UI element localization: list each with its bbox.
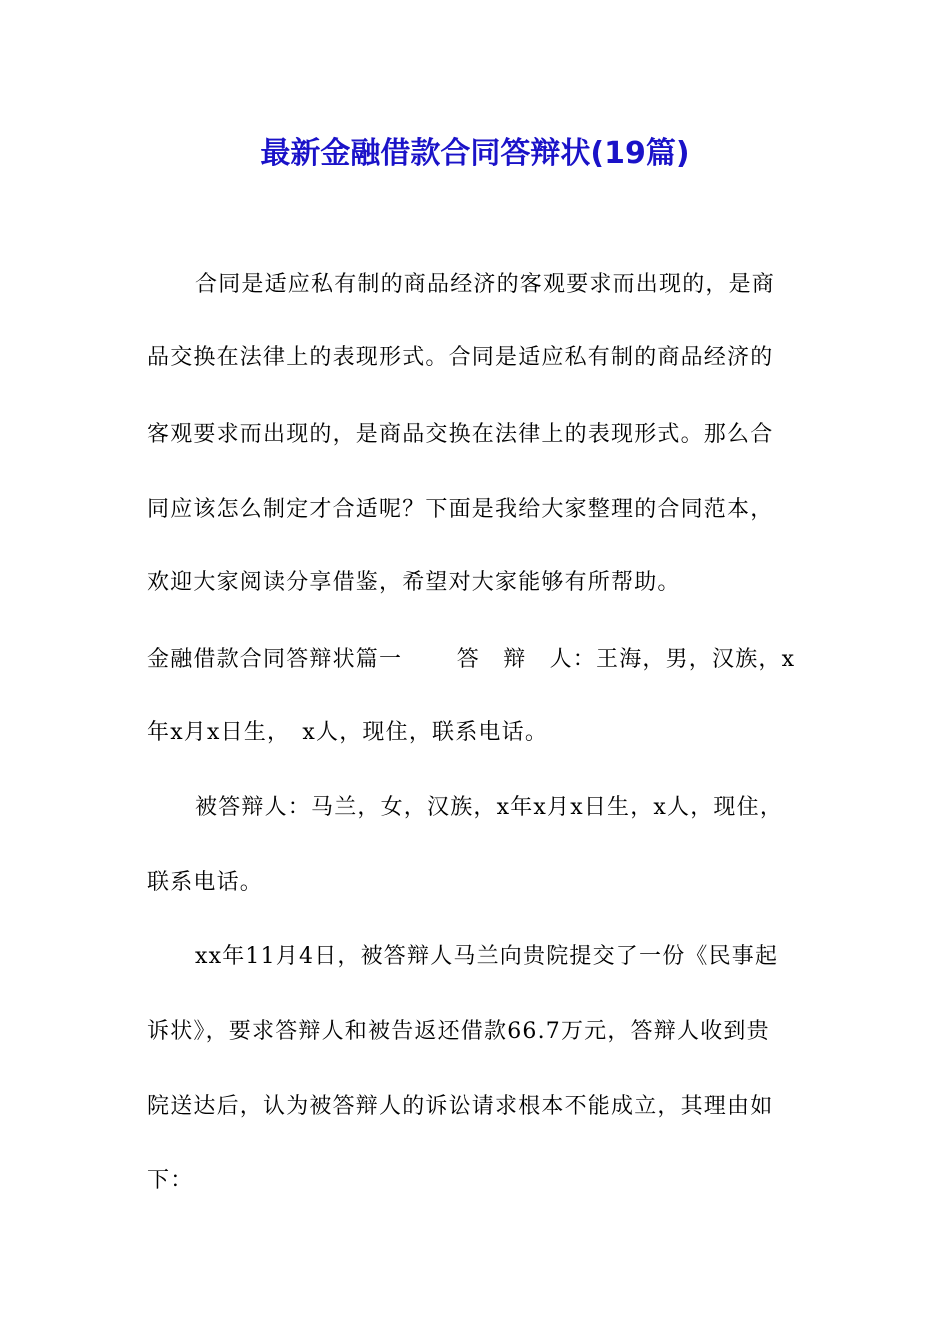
paragraph-line: 诉状》，要求答辩人和被告返还借款66.7万元，答辩人收到贵 xyxy=(147,1019,770,1044)
paragraph-line: 院送达后，认为被答辩人的诉讼请求根本不能成立，其理由如 xyxy=(147,1094,774,1119)
paragraph-line: 同应该怎么制定才合适呢？下面是我给大家整理的合同范本， xyxy=(147,497,774,522)
paragraph-line: 品交换在法律上的表现形式。合同是适应私有制的商品经济的 xyxy=(147,345,774,370)
paragraph-line: 合同是适应私有制的商品经济的客观要求而出现的，是商 xyxy=(195,272,776,297)
section-heading-line: 金融借款合同答辩状篇一 答 辩 人：王海，男，汉族，x xyxy=(147,647,796,672)
paragraph-line: 客观要求而出现的，是商品交换在法律上的表现形式。那么合 xyxy=(147,422,774,447)
paragraph-line: xx年11月4日，被答辩人马兰向贵院提交了一份《民事起 xyxy=(195,944,779,969)
paragraph-line: 被答辩人：马兰，女，汉族，x年x月x日生，x人，现住， xyxy=(195,795,784,820)
paragraph-line: 年x月x日生， x人，现住，联系电话。 xyxy=(147,720,549,745)
paragraph-line: 联系电话。 xyxy=(147,870,264,895)
paragraph-line: 下： xyxy=(147,1168,194,1193)
paragraph-line: 欢迎大家阅读分享借鉴，希望对大家能够有所帮助。 xyxy=(147,570,681,595)
document-title: 最新金融借款合同答辩状(19篇) xyxy=(260,136,690,171)
